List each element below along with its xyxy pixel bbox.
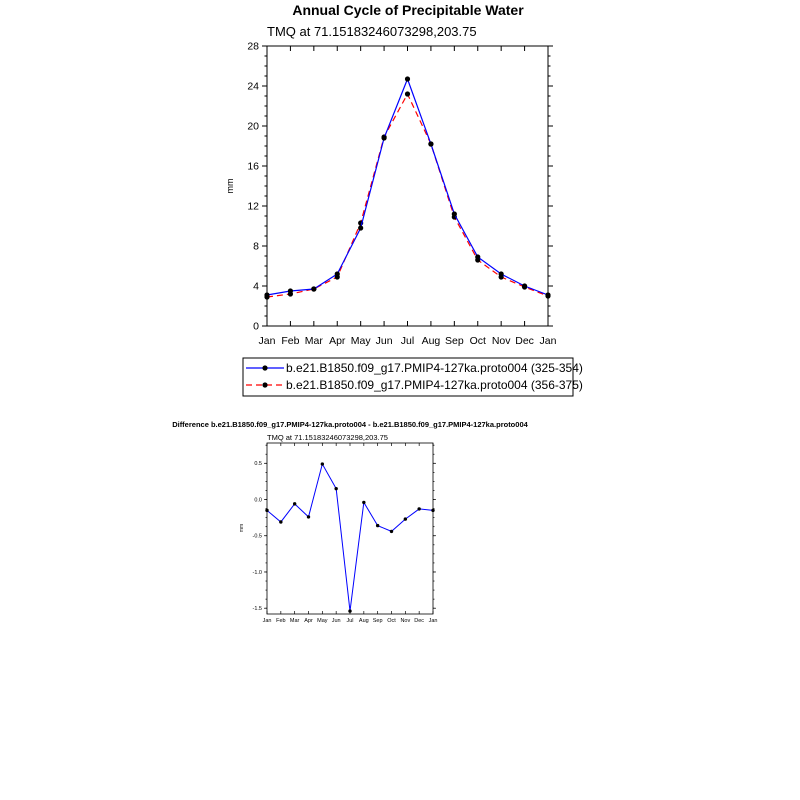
top-series-1-point <box>335 271 340 276</box>
top-series-1-point <box>452 211 457 216</box>
bottom-ytick-label: 0.0 <box>254 497 262 504</box>
bottom-series-1-point <box>404 517 407 520</box>
bottom-ytick-label: -1.5 <box>252 606 262 613</box>
top-xtick-label: May <box>350 335 371 347</box>
bottom-chart-title: Difference b.e21.B1850.f09_g17.PMIP4-127ka.proto004 - b.e21.B1850.f09_g17.PMIP4-127ka.proto004 <box>172 420 528 429</box>
top-xtick-label: Sep <box>444 335 464 347</box>
top-series-1-line <box>267 79 548 295</box>
bottom-xtick-label: Feb <box>276 618 286 624</box>
top-chart-ylabel: mm <box>225 178 235 194</box>
top-chart <box>225 2 557 347</box>
top-series-1-point <box>288 288 293 293</box>
top-plot-frame <box>267 46 548 326</box>
top-xtick-label: Aug <box>421 335 441 347</box>
top-xtick-label: Jan <box>258 335 276 347</box>
bottom-ytick-label: 0.5 <box>254 461 262 468</box>
top-xtick-label: Jan <box>539 335 557 347</box>
top-series-1-point <box>522 283 527 288</box>
top-series-2-point <box>405 91 410 96</box>
top-xtick-label: Jul <box>400 335 415 347</box>
bottom-xtick-label: Jan <box>428 618 438 624</box>
legend-marker-series-1 <box>262 365 267 370</box>
legend-label-series-2: b.e21.B1850.f09_g17.PMIP4-127ka.proto004 (356-375) <box>286 378 583 392</box>
bottom-xtick-label: Oct <box>387 618 396 624</box>
bottom-ytick-label: -0.5 <box>252 533 262 540</box>
top-xtick-label: Nov <box>491 335 511 347</box>
bottom-chart <box>172 420 528 624</box>
bottom-plot-frame <box>267 443 433 614</box>
bottom-series-1-point <box>307 515 310 518</box>
top-series-1-point <box>475 254 480 259</box>
bottom-xtick-label: Dec <box>414 618 425 624</box>
bottom-xtick-label: Jun <box>331 618 341 624</box>
top-series-1-point <box>405 76 410 81</box>
bottom-series-1-point <box>293 502 296 505</box>
legend <box>243 358 583 396</box>
bottom-ytick-label: -1.0 <box>252 569 262 576</box>
top-series-1-point <box>311 286 316 291</box>
top-ytick-label: 12 <box>247 200 259 213</box>
bottom-series-group <box>265 462 434 612</box>
top-series-1-point <box>499 271 504 276</box>
bottom-xtick-label: Mar <box>289 618 300 624</box>
top-xtick-label: Mar <box>304 335 323 347</box>
top-series-1-point <box>545 292 550 297</box>
bottom-series-1-point <box>362 501 365 504</box>
legend-label-series-1: b.e21.B1850.f09_g17.PMIP4-127ka.proto004 (325-354) <box>286 361 583 375</box>
bottom-series-1-point <box>265 509 268 512</box>
bottom-series-1-point <box>348 609 351 612</box>
bottom-series-1-point <box>279 520 282 523</box>
legend-marker-series-2 <box>262 382 267 387</box>
top-chart-title: Annual Cycle of Precipitable Water <box>292 2 524 18</box>
top-series-2-line <box>267 94 548 297</box>
top-series-group <box>264 76 550 299</box>
top-series-1-point <box>381 135 386 140</box>
top-ytick-label: 20 <box>247 120 259 133</box>
bottom-xtick-label: Sep <box>372 618 383 624</box>
bottom-series-1-line <box>267 464 433 611</box>
bottom-chart-ylabel: mm <box>239 523 245 533</box>
bottom-xtick-label: Nov <box>400 618 411 624</box>
bottom-xtick-label: Jan <box>262 618 272 624</box>
top-ytick-label: 28 <box>247 40 259 53</box>
top-ytick-label: 0 <box>253 320 259 333</box>
top-axis-ticks <box>247 41 556 347</box>
top-chart-subtitle: TMQ at 71.15183246073298,203.75 <box>267 24 477 39</box>
top-series-1-point <box>358 225 363 230</box>
bottom-series-1-point <box>334 487 337 490</box>
top-ytick-label: 8 <box>253 240 259 253</box>
bottom-series-1-point <box>417 507 420 510</box>
top-series-1-point <box>264 292 269 297</box>
bottom-series-1-point <box>431 509 434 512</box>
top-xtick-label: Apr <box>329 335 346 347</box>
bottom-axis-ticks <box>253 443 438 624</box>
bottom-chart-subtitle: TMQ at 71.15183246073298,203.75 <box>267 433 388 442</box>
top-ytick-label: 4 <box>253 280 259 293</box>
top-xtick-label: Feb <box>281 335 300 347</box>
bottom-xtick-label: Aug <box>358 618 369 624</box>
top-xtick-label: Jun <box>375 335 393 347</box>
top-xtick-label: Oct <box>469 335 486 347</box>
bottom-xtick-label: Jul <box>346 618 354 624</box>
top-ytick-label: 16 <box>247 160 259 173</box>
bottom-xtick-label: Apr <box>304 618 313 624</box>
bottom-series-1-point <box>390 530 393 533</box>
top-xtick-label: Dec <box>515 335 534 347</box>
top-ytick-label: 24 <box>247 80 259 93</box>
bottom-xtick-label: May <box>317 618 328 624</box>
bottom-series-1-point <box>321 462 324 465</box>
top-series-1-point <box>428 141 433 146</box>
bottom-series-1-point <box>376 524 379 527</box>
